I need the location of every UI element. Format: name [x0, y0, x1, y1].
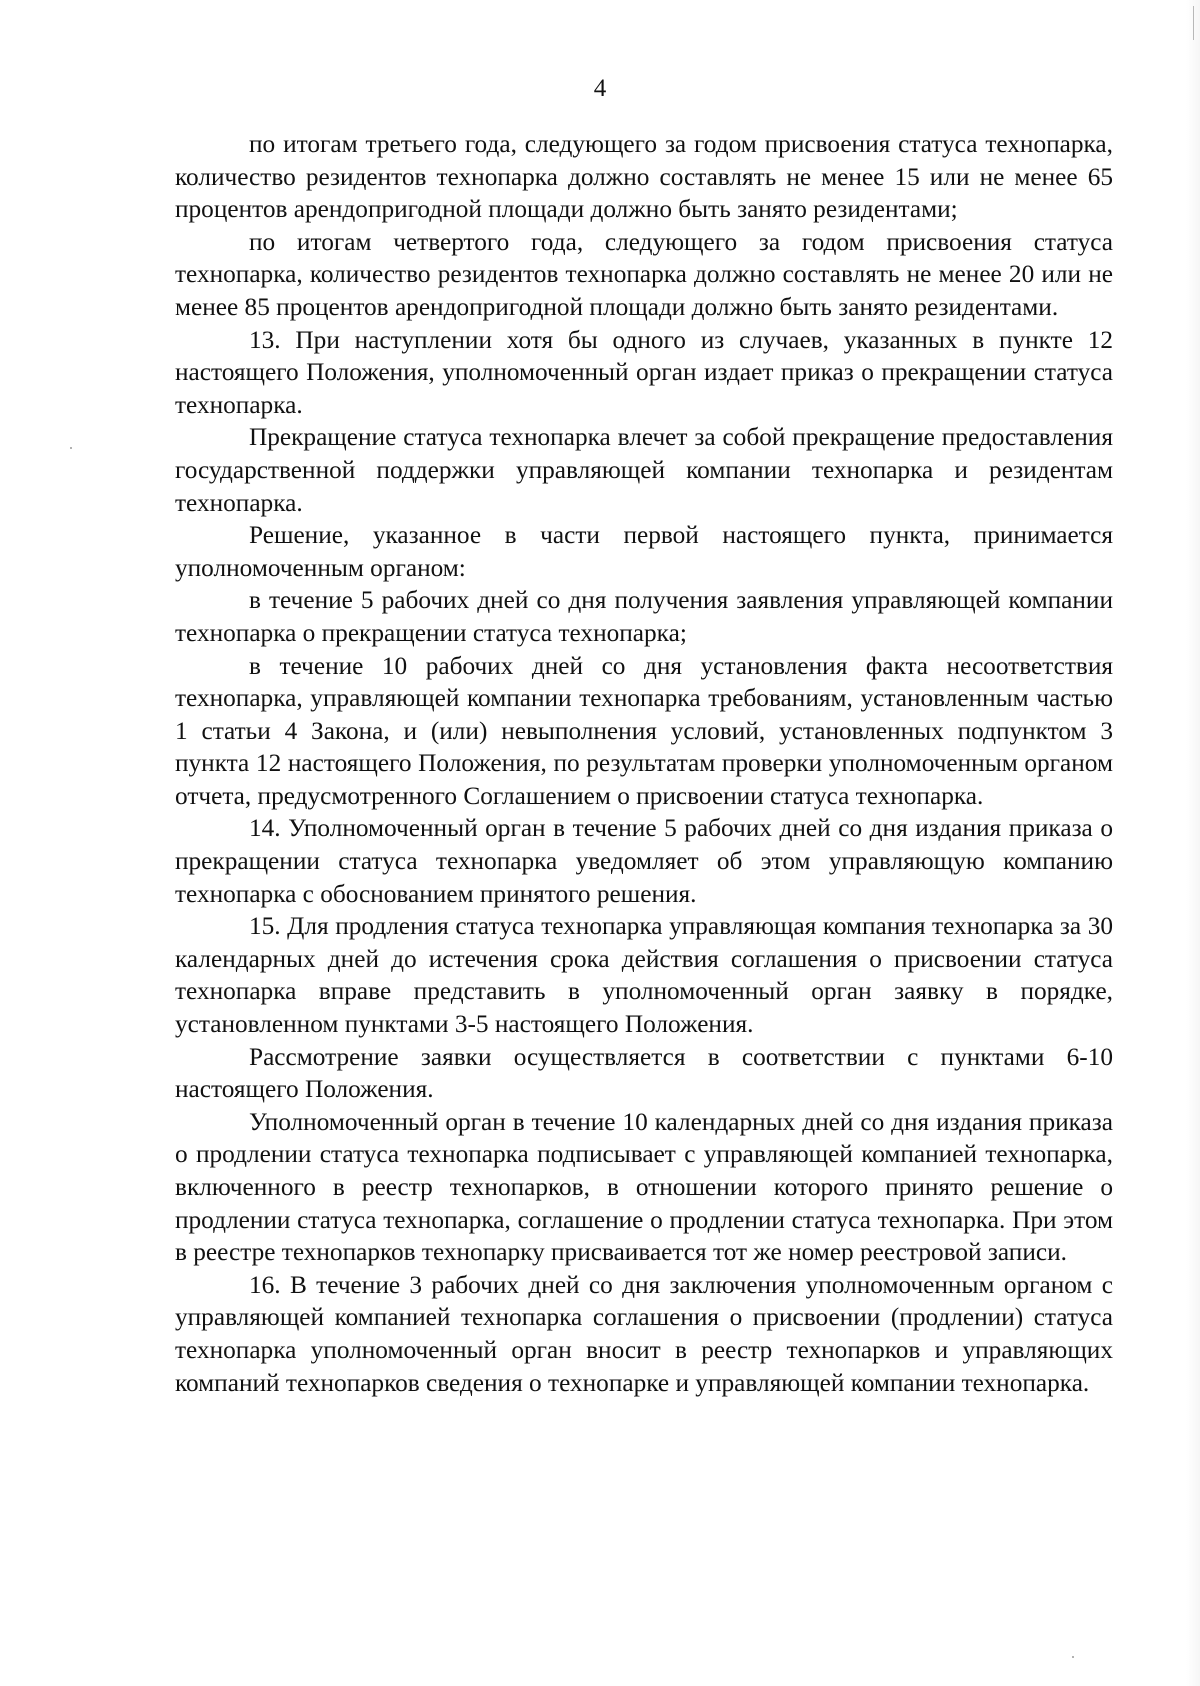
paragraph-clause-16: 16. В течение 3 рабочих дней со дня заключения уполномоченным органом с управляющей компанией технопарка соглашения о присвоении (продлении) статуса технопарка уполномоченный орган вносит в реестр технопарков и управляющих компаний технопарков сведения о технопарке и управляющей компании технопарка.	[175, 1270, 1113, 1397]
page-number: 4	[593, 75, 607, 102]
scan-artifact-dot	[1072, 1656, 1074, 1658]
paragraph-clause-13: 13. При наступлении хотя бы одного из случаев, указанных в пункте 12 настоящего Положения, уполномоченный орган издает приказ о прекращении статуса технопарка.	[175, 325, 1113, 419]
paragraph: по итогам четвертого года, следующего за годом присвоения статуса технопарка, количество резидентов технопарка должно составлять не менее 20 или не менее 85 процентов арендопригодной площади должно быть занято резидентами.	[175, 227, 1113, 321]
scan-edge-shadow	[1186, 0, 1200, 1686]
scan-artifact-line	[1193, 6, 1194, 40]
paragraph: Рассмотрение заявки осуществляется в соответствии с пунктами 6-10 настоящего Положения.	[175, 1042, 1113, 1104]
paragraph: Уполномоченный орган в течение 10 календарных дней со дня издания приказа о продлении статуса технопарка подписывает с управляющей компанией технопарка, включенного в реестр технопарков, в отношении которого принято решение о продлении статуса технопарка, соглашение о продлении статуса технопарка. При этом в реестре технопарков технопарку присваивается тот же номер реестровой записи.	[175, 1107, 1113, 1267]
paragraph: в течение 10 рабочих дней со дня установления факта несоответствия технопарка, управляющей компании технопарка требованиям, установленным частью 1 статьи 4 Закона, и (или) невыполнения условий, установленных подпунктом 3 пункта 12 настоящего Положения, по результатам проверки уполномоченным органом отчета, предусмотренного Соглашением о присвоении статуса технопарка.	[175, 651, 1113, 810]
paragraph: по итогам третьего года, следующего за годом присвоения статуса технопарка, количество резидентов технопарка должно составлять не менее 15 или не менее 65 процентов арендопригодной площади должно быть занято резидентами;	[175, 130, 1113, 224]
scan-artifact-dot	[70, 447, 72, 449]
document-body	[175, 128, 1113, 1399]
paragraph: Решение, указанное в части первой настоящего пункта, принимается уполномоченным органом:	[175, 521, 1113, 582]
paragraph: Прекращение статуса технопарка влечет за собой прекращение предоставления государственной поддержки управляющей компании технопарка и резидентам технопарка.	[175, 423, 1113, 517]
paragraph-clause-14: 14. Уполномоченный орган в течение 5 рабочих дней со дня издания приказа о прекращении статуса технопарка уведомляет об этом управляющую компанию технопарка с обоснованием принятого решения.	[175, 814, 1113, 908]
paragraph-clause-15: 15. Для продления статуса технопарка управляющая компания технопарка за 30 календарных дней до истечения срока действия соглашения о присвоении статуса технопарка вправе представить в уполномоченный орган заявку в порядке, установленном пунктами 3-5 настоящего Положения.	[175, 912, 1113, 1039]
paragraph: в течение 5 рабочих дней со дня получения заявления управляющей компании технопарка о прекращении статуса технопарка;	[175, 586, 1113, 647]
